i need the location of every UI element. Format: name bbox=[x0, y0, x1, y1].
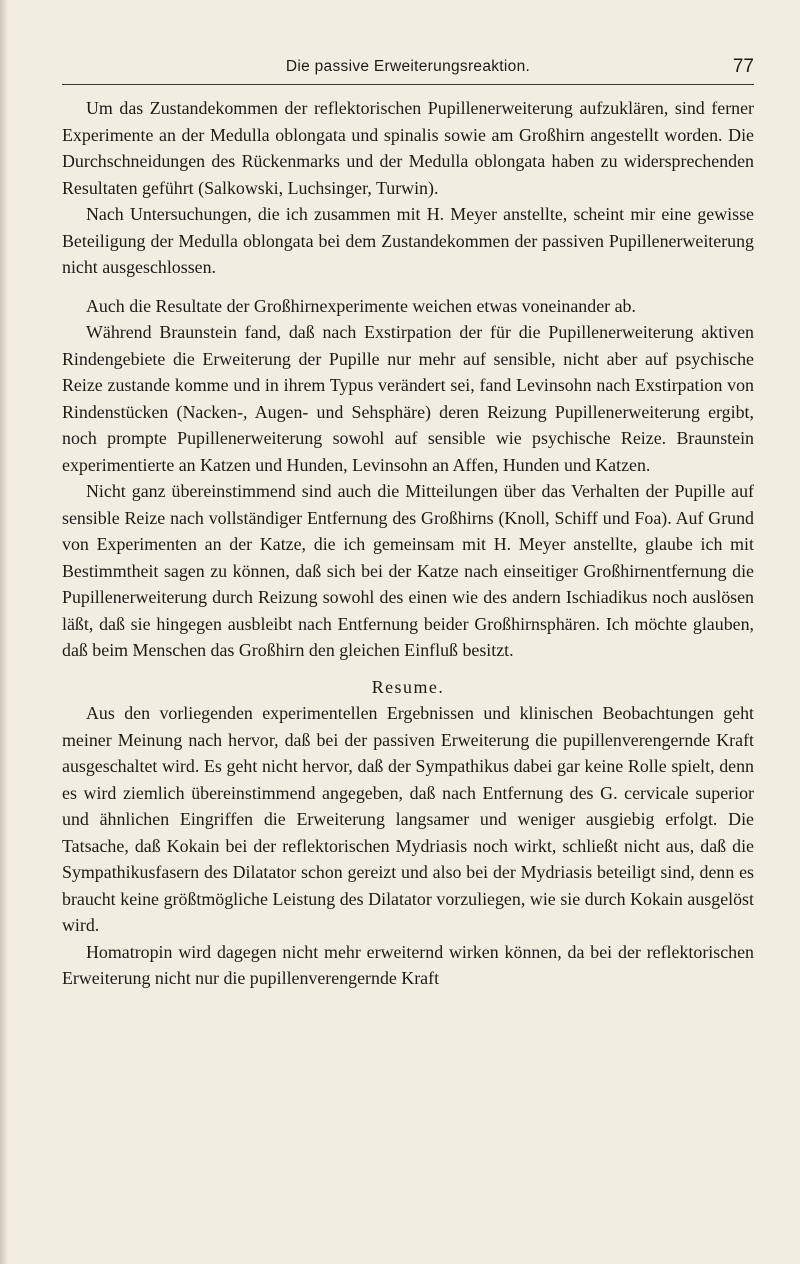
paragraph: Um das Zustandekommen der reflektorischen Pupillenerweiterung aufzuklären, sind ferner Experimente an der Medulla oblongata und spinalis sowie am Großhirn angestellt worden. Die Durchschneidungen des Rückenmarks und der Medulla oblongata haben zu widersprechenden Resultaten geführt (Salkowski, Luchsinger, Turwin). bbox=[62, 98, 754, 198]
paragraph: Auch die Resultate der Großhirnexperimente weichen etwas voneinander ab. bbox=[86, 295, 636, 316]
scan-edge-shadow bbox=[0, 0, 8, 1264]
paragraph: Nicht ganz übereinstimmend sind auch die Mitteilungen über das Verhalten der Pupille auf sensible Reize nach vollständiger Entfernung des Großhirns (Knoll, Schiff und Foa). Auf Grund von Experimenten an der Katze, die ich gemeinsam mit H. Meyer anstellte, glaube ich mit Bestimmtheit sagen zu können, daß sich bei der Katze nach einseitiger Großhirnentfernung die Pupillenerweiterung durch Reizung sowohl des einen wie des andern Ischiadikus noch auslösen läßt, daß sie hingegen ausbleibt nach Entfernung beider Großhirnsphären. Ich möchte glauben, daß beim Menschen das Großhirn den gleichen Einfluß besitzt. bbox=[62, 481, 754, 660]
paragraph: Während Braunstein fand, daß nach Exstirpation der für die Pupillenerweiterung aktiven Rindengebiete die Erweiterung der Pupille nur mehr auf sensible, nicht aber auf psychische Reize zustande komme und in ihrem Typus verändert sei, fand Levinsohn nach Exstirpation von Rindenstücken (Nacken-, Augen- und Sehsphäre) deren Reizung Pupillenerweiterung ergibt, noch prompte Pupillenerweiterung sowohl auf sensible wie psychische Reize. Braunstein experimentierte an Katzen und Hunden, Levinsohn an Affen, Hunden und Katzen. bbox=[62, 322, 754, 475]
header-rule bbox=[62, 84, 754, 85]
body-text bbox=[62, 95, 754, 992]
paragraph: Homatropin wird dagegen nicht mehr erweiternd wirken können, da bei der reflektorischen Erweiterung nicht nur die pupillenverengernde Kraft bbox=[62, 941, 754, 988]
paragraph: Nach Untersuchungen, die ich zusammen mit H. Meyer anstellte, scheint mir eine gewisse Beteiligung der Medulla oblongata bei dem Zustandekommen der passiven Pupillenerweiterung nicht ausgeschlossen. bbox=[62, 204, 754, 277]
running-title: Die passive Erweiterungsreaktion. bbox=[285, 58, 531, 75]
paragraph: Aus den vorliegenden experimentellen Ergebnissen und klinischen Beobachtungen geht meiner Meinung nach hervor, daß bei der passiven Erweiterung die pupillenverengernde Kraft ausgeschaltet wird. Es geht nicht hervor, daß der Sympathikus dabei gar keine Rolle spielt, denn es wird ziemlich übereinstimmend angegeben, daß nach Entfernung des G. cervicale superior und ähnlichen Eingriffen die Erweiterung langsamer und weniger ausgiebig erfolgt. Die Tatsache, daß Kokain bei der reflektorischen Mydriasis noch wirkt, schließt nicht aus, daß die Sympathikusfasern des Dilatator schon gereizt und also bei der Mydriasis beteiligt sind, denn es braucht keine größtmögliche Leistung des Dilatator vorzuliegen, wie sie durch Kokain ausgelöst wird. bbox=[62, 703, 754, 935]
page-number: 77 bbox=[732, 56, 754, 77]
section-heading: Resume. bbox=[371, 676, 445, 697]
page-header bbox=[62, 58, 754, 82]
